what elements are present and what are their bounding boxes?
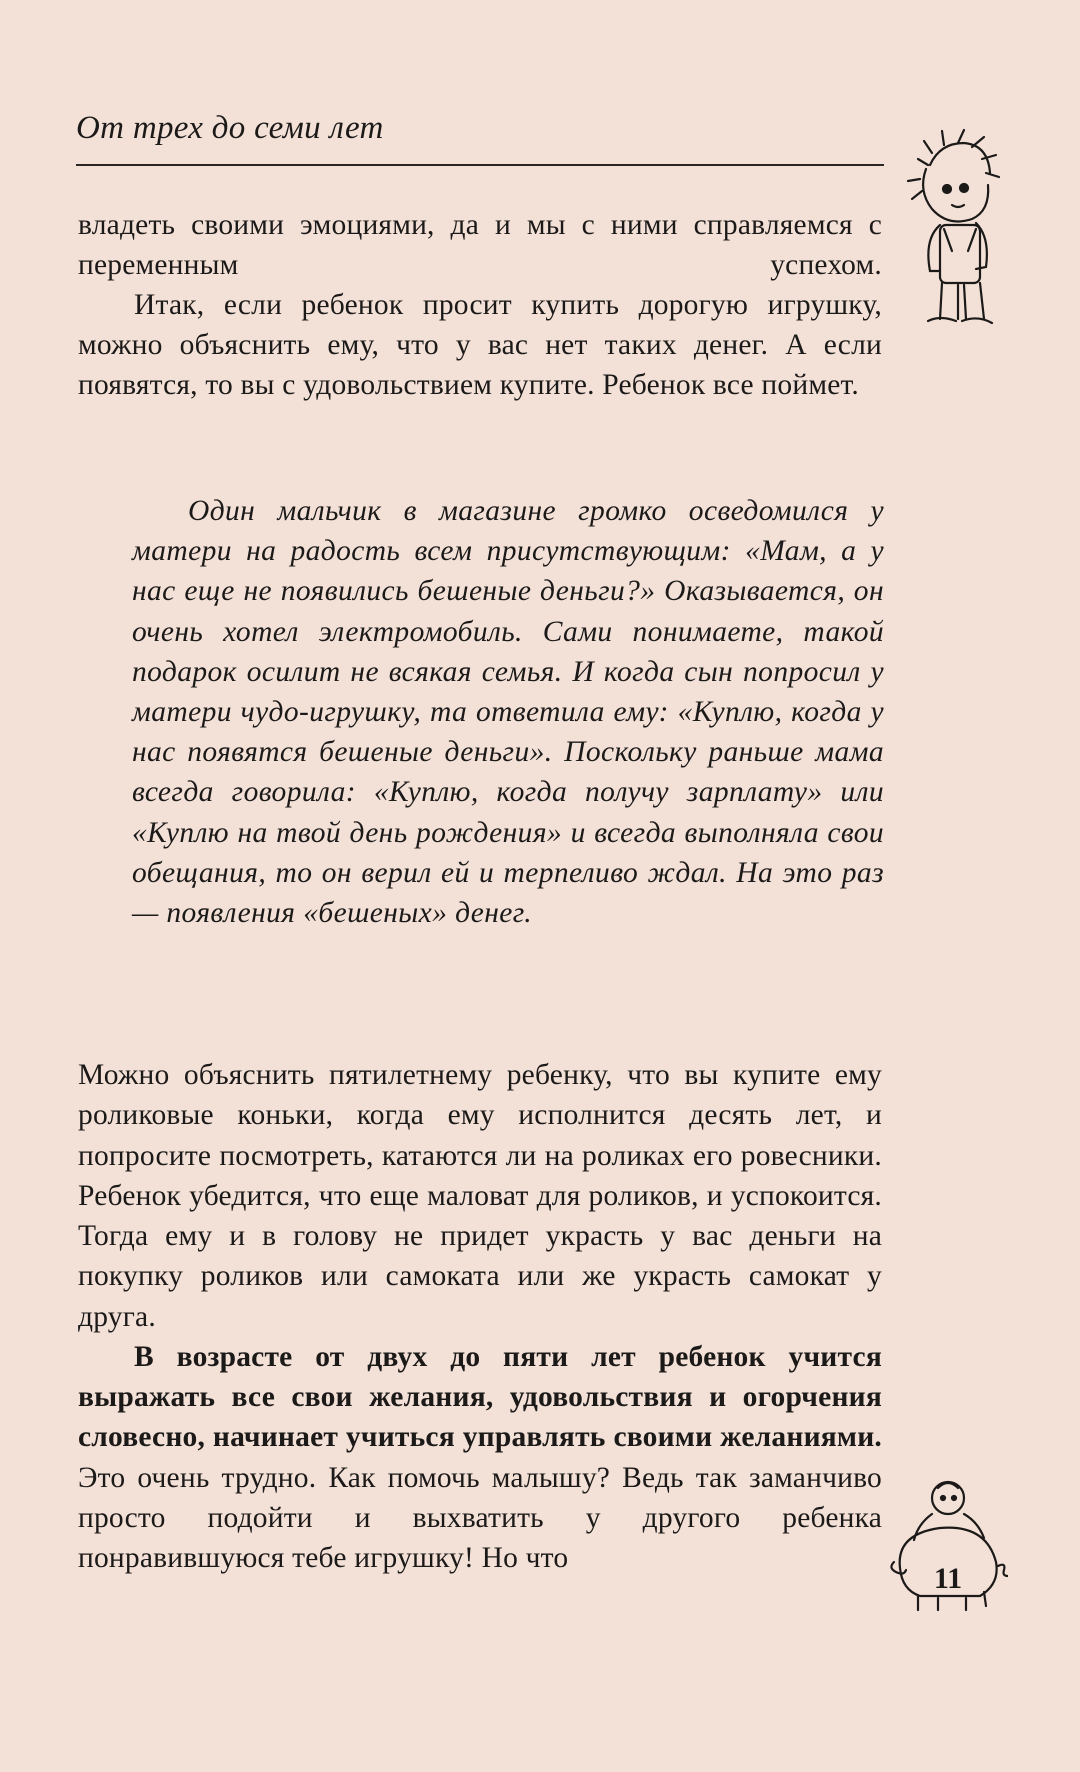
paragraph: владеть своими эмоциями, да и мы с ними справляемся с переменным успехом. bbox=[78, 209, 882, 281]
header-rule bbox=[76, 164, 884, 166]
page-number: 11 bbox=[933, 1562, 963, 1595]
bold-thesis: В возрасте от двух до пяти лет ребенок учится выражать все свои желания, удовольствия и огорчения словесно, начинает учиться управлять своими желаниями. bbox=[78, 1341, 882, 1454]
paragraph: Один мальчик в магазине громко осведомился у матери на радость всем присутствующим: «Мам, а у нас еще не появились бешеные деньги?» Оказывается, он очень хотел электромобиль. Сами понимаете, такой подарок осилит не всякая семья. И когда сын попросил у матери чудо-игрушку, та ответила ему: «Куплю, когда у нас появятся бешеные деньги». Поскольку раньше мама всегда говорила: «Куплю, когда получу зарплату» или «Куплю на твой день рождения» и всегда выполняла свои обещания, то он верил ей и терпеливо ждал. На это раз — появления «бешеных» денег. bbox=[132, 495, 884, 930]
body-text-middle bbox=[78, 1055, 882, 1337]
paragraph bbox=[78, 1337, 882, 1578]
body-text-top bbox=[78, 205, 882, 405]
running-header: От трех до семи лет bbox=[76, 110, 384, 146]
italic-example bbox=[132, 491, 884, 933]
boy-illustration bbox=[900, 125, 1020, 340]
paragraph: Итак, если ребенок просит купить дорогую игрушку, можно объяснить ему, что у вас нет таких денег. А если появятся, то вы с удовольствием купите. Ребенок все поймет. bbox=[78, 289, 882, 401]
paragraph-continuation: Это очень трудно. Как помочь малышу? Ведь так заманчиво просто подойти и выхватить у другого ребенка понравившуюся тебе игрушку! Но что bbox=[78, 1461, 882, 1575]
paragraph: Можно объяснить пятилетнему ребенку, что вы купите ему роликовые коньки, когда ему исполнится десять лет, и попросите посмотреть, катаются ли на роликах его ровесники. Ребенок убедится, что еще маловат для роликов, и успокоится. Тогда ему и в голову не придет украсть у вас деньги на покупку роликов или самоката или же украсть самокат у друга. bbox=[78, 1059, 882, 1333]
body-text-bottom bbox=[78, 1337, 882, 1578]
